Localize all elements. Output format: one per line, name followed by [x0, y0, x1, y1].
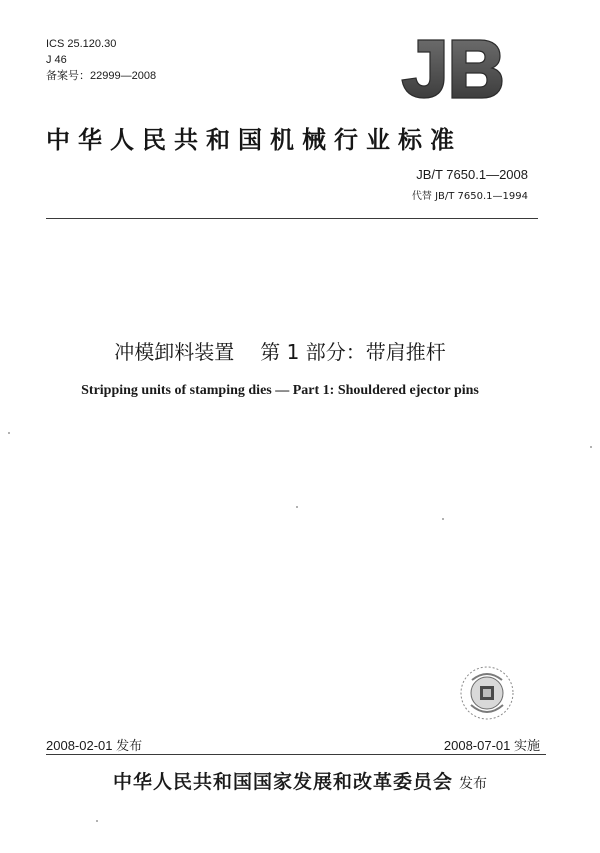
- replaces-standard: 代替 JB/T 7650.1—1994: [411, 191, 528, 202]
- scan-speck: [296, 506, 298, 508]
- standard-number: JB/T 7650.1—2008: [416, 167, 528, 182]
- record-number: 备案号：22999—2008: [46, 70, 157, 82]
- publisher-seal: [458, 664, 516, 722]
- standard-category-title: 中华人民共和国机械行业标准: [46, 126, 462, 154]
- title-cn-part2: 第 1 部分：带肩推杆: [260, 340, 446, 364]
- scan-speck: [96, 820, 98, 822]
- publisher-line: [0, 767, 600, 794]
- footer-divider: [46, 754, 546, 755]
- classification-code: J 46: [46, 54, 67, 66]
- scan-speck: [442, 518, 444, 520]
- scan-speck: [590, 446, 592, 448]
- ics-code: ICS 25.120.30: [46, 38, 117, 50]
- scan-speck: [8, 432, 10, 434]
- implementation-date: 2008-07-01 实施: [443, 738, 540, 753]
- document-title-cn: [0, 336, 560, 365]
- title-cn-part1: 冲模卸料装置: [114, 340, 235, 364]
- jb-logo: [396, 36, 504, 100]
- publisher-name: 中华人民共和国国家发展和改革委员会: [112, 771, 453, 793]
- document-title-en: Stripping units of stamping dies — Part 1: Shouldered ejector pins: [81, 383, 479, 398]
- header-divider: [46, 218, 538, 219]
- issue-date: 2008-02-01 发布: [46, 738, 143, 753]
- publisher-suffix: 发布: [459, 776, 487, 792]
